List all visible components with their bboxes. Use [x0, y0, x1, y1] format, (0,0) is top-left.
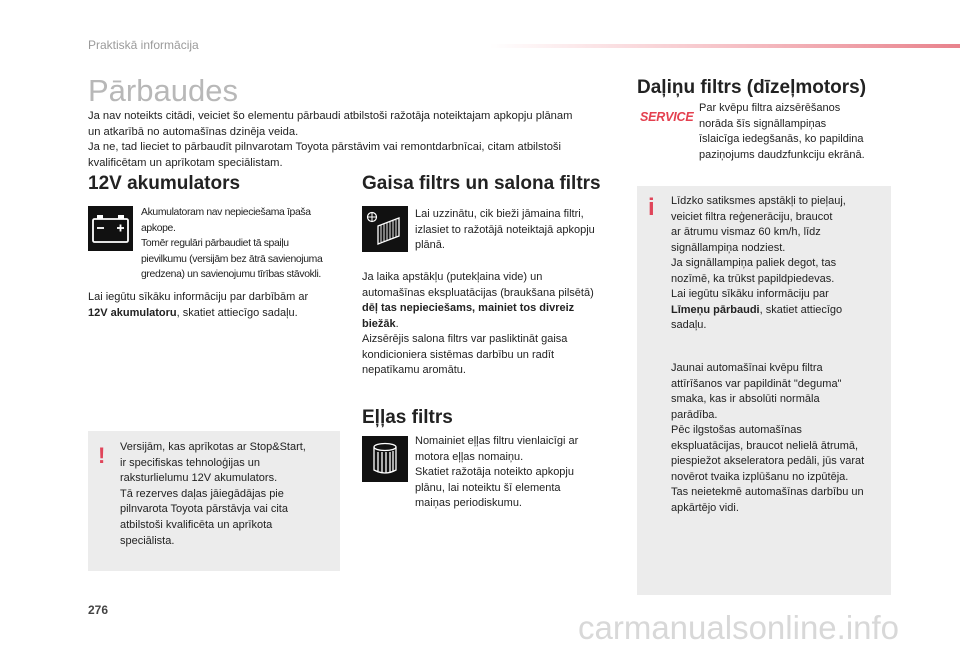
air-filter-paragraph: [362, 270, 627, 379]
diesel-line: norāda šīs signāllampiņas: [699, 117, 827, 130]
air-para-bold: dēļ tas nepieciešams, mainiet tos divreiz: [362, 302, 575, 314]
oil-line: Nomainiet eļļas filtru vienlaicīgi ar: [415, 435, 579, 447]
info-line: Līdzko satiksmes apstākļi to pieļauj,: [671, 195, 846, 207]
warning-line: raksturlielumu 12V akumulators.: [120, 472, 278, 485]
battery-text-line: Lai iegūtu sīkāku informāciju par darbībām ar: [88, 291, 309, 303]
info-line: Pēc ilgstošas automašīnas: [671, 424, 802, 436]
intro-line: Ja nav noteikts citādi, veiciet šo elementu pārbaudi atbilstoši ražotāja noteiktajam apkopju plānam: [88, 110, 573, 122]
oil-filter-icon: [362, 436, 408, 482]
diesel-filter-heading: Daļiņu filtrs (dīzeļmotors): [637, 77, 867, 98]
info-line: ar ātrumu vismaz 60 km/h, līdz: [671, 226, 821, 238]
diesel-filter-text: [699, 101, 899, 163]
battery-icon-note: [141, 205, 341, 283]
section-header: Praktiskā informācija: [88, 38, 199, 52]
note-line: apkope.: [141, 222, 176, 234]
diesel-info-text-1: [671, 194, 891, 334]
info-line-rest: , skatiet attiecīgo: [759, 303, 843, 316]
note-line: pievilkumu (versijām bez ātrā savienojuma: [141, 253, 323, 265]
battery-warning-text: [120, 440, 335, 549]
battery-heading: 12V akumulators: [88, 173, 241, 194]
note-line: Akumulatoram nav nepieciešama īpaša: [141, 207, 311, 218]
intro-line: Ja ne, tad lieciet to pārbaudīt pilnvarotam Toyota pārstāvim vai remontdarbnīcai, citam atbilstoši: [88, 141, 562, 154]
info-line: Jaunai automašīnai kvēpu filtra: [671, 362, 823, 374]
oil-filter-text: [415, 434, 625, 512]
oil-line: plānu, lai noteiktu šī elementa: [415, 481, 561, 494]
warning-line: speciālista.: [120, 534, 175, 547]
battery-icon: [88, 206, 133, 251]
info-line: signāllampiņa nodziest.: [671, 241, 786, 254]
air-para-period: .: [395, 317, 399, 330]
header-accent-line: [490, 44, 960, 48]
info-line: piespiežot akseleratora pedāli, jūs varat: [671, 455, 865, 467]
intro-line: un atkarībā no automašīnas dzinēja veida.: [88, 125, 299, 138]
air-line: plānā.: [415, 239, 445, 251]
info-line: attīrīšanos var papildināt "deguma": [671, 377, 842, 390]
oil-line: maiņas periodiskumu.: [415, 497, 522, 509]
air-para-bold: biežāk: [362, 317, 396, 330]
warning-icon: !: [98, 443, 106, 468]
page-title: Pārbaudes: [88, 73, 238, 108]
diesel-info-text-2: [671, 361, 891, 516]
battery-text: [88, 290, 338, 321]
info-line: smaka, kas ir absolūti normāla: [671, 393, 820, 405]
service-warning-icon: SERVICE: [640, 110, 694, 124]
air-filter-heading: Gaisa filtrs un salona filtrs: [362, 173, 601, 194]
note-line: Tomēr regulāri pārbaudiet tā spaiļu: [141, 238, 289, 250]
diesel-line: īslaicīga iedegšanās, ko papildina: [699, 133, 864, 145]
air-para-line: Aizsērējis salona filtrs var pasliktināt gaisa: [362, 333, 568, 345]
intro-line: kvalificētam un aprīkotam speciālistam.: [88, 156, 283, 169]
diesel-line: paziņojums daudzfunkciju ekrānā.: [699, 148, 865, 161]
info-line: parādība.: [671, 408, 718, 421]
air-filter-icon: [362, 206, 408, 252]
battery-warning-box: [88, 431, 340, 571]
air-para-line: nepatīkamu aromātu.: [362, 364, 466, 376]
battery-bold: 12V akumulatoru: [88, 306, 177, 319]
diesel-line: Par kvēpu filtra aizsērēšanos: [699, 102, 841, 114]
air-para-line: kondicioniera sistēmas darbību un radīt: [362, 348, 554, 361]
oil-filter-heading: Eļļas filtrs: [362, 407, 453, 428]
info-line: veiciet filtra reģenerāciju, braucot: [671, 210, 833, 223]
intro-text: [88, 109, 608, 171]
watermark: carmanualsonline.info: [578, 609, 900, 646]
warning-line: Tā rezerves daļas jāiegādājas pie: [120, 487, 284, 500]
warning-line: Versijām, kas aprīkotas ar Stop&Start,: [120, 441, 306, 453]
battery-text-rest: , skatiet attiecīgo sadaļu.: [176, 306, 298, 319]
air-line: Lai uzzinātu, cik bieži jāmaina filtri,: [415, 208, 584, 220]
info-line: Lai iegūtu sīkāku informāciju par: [671, 288, 829, 300]
page-number: 276: [88, 603, 109, 617]
info-line: sadaļu.: [671, 319, 707, 331]
diesel-info-box: [637, 186, 891, 595]
oil-line: Skatiet ražotāja noteikto apkopju: [415, 466, 574, 478]
warning-line: ir specifiskas tehnoloģijas un: [120, 456, 261, 469]
warning-line: atbilstoši kvalificēta un aprīkota: [120, 518, 273, 531]
air-line: izlasiet to ražotājā noteiktajā apkopju: [415, 223, 595, 236]
info-line: Ja signāllampiņa paliek degot, tas: [671, 257, 837, 269]
info-line: novērot tvaika izplūšanu no izpūtēja.: [671, 470, 849, 483]
warning-line: pilnvarota Toyota pārstāvja vai cita: [120, 503, 288, 516]
info-icon: i: [648, 194, 655, 221]
oil-line: motora eļļas nomaiņu.: [415, 450, 524, 463]
air-para-line: automašīnas ekspluatācijas (braukšana pilsētā): [362, 286, 594, 299]
note-line: gredzena) un savienojumu tīrības stāvokli.: [141, 269, 321, 281]
info-bold: Līmeņu pārbaudi: [671, 303, 760, 316]
info-line: ekspluatācijas, braucot nelielā ātrumā,: [671, 439, 859, 452]
info-line: Tas neietekmē automašīnas darbību un: [671, 486, 864, 498]
air-para-line: Ja laika apstākļu (putekļaina vide) un: [362, 271, 543, 283]
air-filter-icon-text: [415, 207, 625, 254]
info-line: apkārtējo vidi.: [671, 501, 739, 514]
info-line: nozīmē, ka trūkst papildpiedevas.: [671, 272, 835, 285]
